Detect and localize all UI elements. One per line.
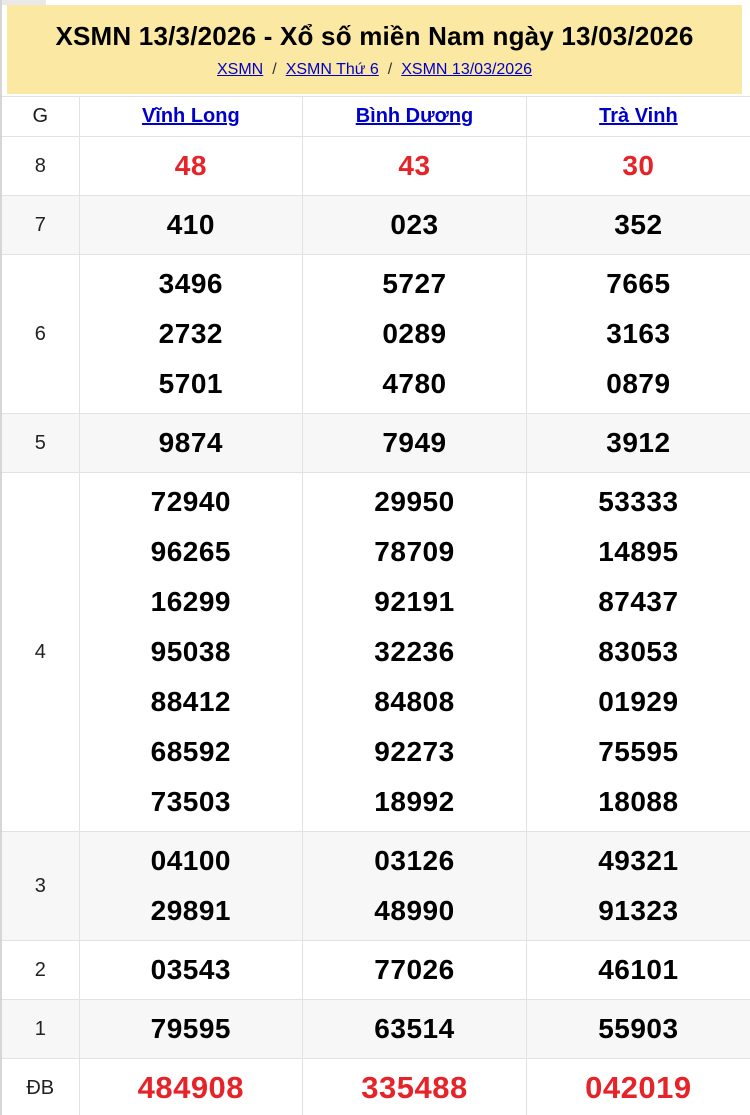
result-number: 48 <box>174 150 207 181</box>
result-cell <box>526 1000 750 1059</box>
result-number: 91323 <box>598 895 679 926</box>
result-number: 29950 <box>374 486 455 517</box>
result-number: 79595 <box>150 1013 232 1044</box>
result-cell <box>79 255 303 414</box>
prize-row-4 <box>2 473 750 832</box>
result-number: 43 <box>398 150 431 181</box>
result-cell <box>303 832 527 941</box>
result-number: 5727 <box>382 268 447 299</box>
result-number: 16299 <box>150 586 232 617</box>
prize-label: 8 <box>2 137 79 196</box>
result-number: 29891 <box>150 895 232 926</box>
result-number: 75595 <box>598 736 679 767</box>
prize-label: 3 <box>2 832 79 941</box>
result-cell <box>526 832 750 941</box>
result-number: 023 <box>390 209 439 240</box>
prize-row-5 <box>2 414 750 473</box>
result-cell <box>526 941 750 1000</box>
result-number: 352 <box>614 209 663 240</box>
result-cell <box>79 473 303 832</box>
result-number: 83053 <box>598 636 679 667</box>
result-cell <box>303 414 527 473</box>
result-number: 18992 <box>374 786 455 817</box>
result-cell <box>526 196 750 255</box>
prize-label: 6 <box>2 255 79 414</box>
result-cell <box>79 1000 303 1059</box>
prize-row-ĐB <box>2 1059 750 1115</box>
column-header-vinh-long: Vĩnh Long <box>79 97 303 137</box>
result-number: 72940 <box>150 486 232 517</box>
result-number: 48990 <box>374 895 455 926</box>
result-number: 4780 <box>382 368 447 399</box>
result-cell <box>303 1059 527 1115</box>
result-number: 77026 <box>374 954 455 985</box>
prize-row-7 <box>2 196 750 255</box>
result-cell <box>303 1000 527 1059</box>
result-number: 96265 <box>150 536 232 567</box>
prize-row-8 <box>2 137 750 196</box>
result-number: 68592 <box>150 736 232 767</box>
breadcrumb-link-xsmn-thu-6[interactable]: XSMN Thứ 6 <box>285 60 379 78</box>
result-number: 01929 <box>598 686 679 717</box>
column-header-tra-vinh: Trà Vinh <box>526 97 750 137</box>
result-cell <box>526 137 750 196</box>
prize-label: 7 <box>2 196 79 255</box>
prize-label: 5 <box>2 414 79 473</box>
result-cell <box>303 473 527 832</box>
result-number: 5701 <box>158 368 223 399</box>
result-number: 95038 <box>150 636 232 667</box>
result-cell <box>79 196 303 255</box>
result-number: 3163 <box>606 318 671 349</box>
result-number: 484908 <box>137 1070 245 1105</box>
result-number: 2732 <box>158 318 223 349</box>
result-cell <box>303 137 527 196</box>
prize-row-2 <box>2 941 750 1000</box>
result-number: 18088 <box>598 786 679 817</box>
breadcrumb <box>217 61 532 79</box>
result-number: 14895 <box>598 536 679 567</box>
result-number: 335488 <box>361 1070 468 1105</box>
result-number: 410 <box>166 209 215 240</box>
result-number: 49321 <box>598 845 679 876</box>
result-cell <box>303 196 527 255</box>
prize-row-6 <box>2 255 750 414</box>
results-body <box>2 137 750 1115</box>
result-cell <box>79 414 303 473</box>
result-number: 3912 <box>606 427 671 458</box>
result-cell <box>526 473 750 832</box>
result-number: 55903 <box>598 1013 679 1044</box>
result-cell <box>79 941 303 1000</box>
breadcrumb-link-xsmn[interactable]: XSMN <box>217 60 264 78</box>
result-cell <box>79 137 303 196</box>
result-number: 30 <box>622 150 655 181</box>
result-number: 92273 <box>374 736 455 767</box>
result-number: 84808 <box>374 686 455 717</box>
result-number: 73503 <box>150 786 232 817</box>
result-number: 7949 <box>382 427 447 458</box>
prize-label: 4 <box>2 473 79 832</box>
prize-label: ĐB <box>2 1059 79 1115</box>
result-number: 88412 <box>150 686 232 717</box>
results-header-row <box>2 97 750 137</box>
header-banner <box>7 5 742 94</box>
result-number: 03543 <box>150 954 232 985</box>
result-number: 78709 <box>374 536 455 567</box>
viewport-edge <box>2 0 46 5</box>
breadcrumb-separator: / <box>387 60 393 78</box>
result-number: 03126 <box>374 845 455 876</box>
result-number: 92191 <box>374 586 455 617</box>
result-cell <box>526 414 750 473</box>
result-cell <box>303 941 527 1000</box>
result-cell <box>303 255 527 414</box>
result-number: 0879 <box>606 368 671 399</box>
result-cell <box>526 255 750 414</box>
result-cell <box>79 1059 303 1115</box>
result-number: 3496 <box>158 268 223 299</box>
result-number: 32236 <box>374 636 455 667</box>
prize-label: 1 <box>2 1000 79 1059</box>
prize-row-1 <box>2 1000 750 1059</box>
prize-column-header: G <box>2 97 79 137</box>
result-number: 9874 <box>158 427 223 458</box>
column-header-binh-duong: Bình Dương <box>303 97 527 137</box>
result-number: 53333 <box>598 486 679 517</box>
prize-label: 2 <box>2 941 79 1000</box>
breadcrumb-link-xsmn-date[interactable]: XSMN 13/03/2026 <box>401 60 532 78</box>
result-number: 7665 <box>606 268 671 299</box>
result-cell <box>79 832 303 941</box>
result-number: 04100 <box>150 845 232 876</box>
page-title: XSMN 13/3/2026 - Xổ số miền Nam ngày 13/03/2026 <box>55 20 694 51</box>
prize-row-3 <box>2 832 750 941</box>
result-number: 0289 <box>382 318 447 349</box>
result-number: 63514 <box>374 1013 455 1044</box>
result-cell <box>526 1059 750 1115</box>
result-number: 042019 <box>585 1070 692 1105</box>
results-table <box>2 96 750 1115</box>
breadcrumb-separator: / <box>272 60 277 78</box>
result-number: 46101 <box>598 954 679 985</box>
result-number: 87437 <box>598 586 679 617</box>
